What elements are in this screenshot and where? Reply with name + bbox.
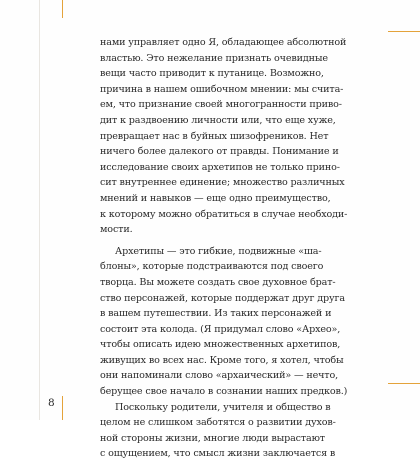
text-line: мнений и навыков — еще одно преимущество, bbox=[100, 192, 331, 204]
text-line-paragraph-start: Архетипы — это гибкие, подвижные «ша- bbox=[115, 245, 322, 257]
text-line: причина в нашем ошибочном мнении: мы счита- bbox=[100, 83, 344, 95]
text-line: берущее свое начало в сознании наших предков.) bbox=[100, 386, 348, 398]
text-line: блоны», которые подстраиваются под своего bbox=[100, 261, 324, 273]
text-line: состоит эта колода. (Я придумал слово «Архео», bbox=[100, 323, 341, 335]
text-line: чтобы описать идею множественных архетипов, bbox=[100, 339, 341, 351]
text-line: в вашем путешествии. Из таких персонажей и bbox=[100, 308, 332, 320]
text-line: мости. bbox=[100, 224, 133, 236]
page-edge-line bbox=[39, 0, 40, 420]
corner-rule-top-left bbox=[62, 0, 63, 18]
text-line: дит к раздвоению личности или, что еще хуже, bbox=[100, 114, 336, 126]
text-line: с ощущением, что смысл жизни заключается в bbox=[100, 448, 336, 460]
text-line: превращает нас в буйных шизофреников. Нет bbox=[100, 130, 329, 142]
corner-rule-top-right bbox=[388, 31, 420, 32]
body-text bbox=[100, 35, 372, 462]
page-number: 8 bbox=[48, 397, 55, 409]
text-line: ничего более далекого от правды. Понимание и bbox=[100, 146, 339, 158]
text-line: нами управляет одно Я, обладающее абсолютной bbox=[100, 37, 347, 48]
text-line: живущих во всех нас. Кроме того, я хотел, чтобы bbox=[100, 354, 344, 366]
corner-rule-bottom-right bbox=[388, 383, 420, 384]
text-line: ство персонажей, которые поддержат друг друга bbox=[100, 292, 345, 304]
text-line: исследование своих архетипов не только прино- bbox=[100, 161, 340, 173]
text-line: творца. Вы можете создать свое духовное брат- bbox=[100, 276, 336, 288]
text-line-paragraph-start: Поскольку родители, учителя и общество в bbox=[115, 401, 331, 413]
text-line: властью. Это нежелание признать очевидные bbox=[100, 52, 328, 64]
text-line: ем, что признание своей многогранности приво- bbox=[100, 99, 342, 111]
text-line: вещи часто приводит к путанице. Возможно, bbox=[100, 68, 324, 80]
text-line: к которому можно обратиться в случае необходи- bbox=[100, 208, 348, 220]
text-line: сит внутреннее единение; множество различных bbox=[100, 177, 345, 189]
text-line: они напоминали слово «архаический» — нечто, bbox=[100, 370, 338, 382]
text-line: ной стороны жизни, многие люди вырастают bbox=[100, 432, 325, 444]
text-line: целом не слишком заботятся о развитии духов- bbox=[100, 417, 336, 429]
corner-rule-bottom-left bbox=[62, 396, 63, 420]
